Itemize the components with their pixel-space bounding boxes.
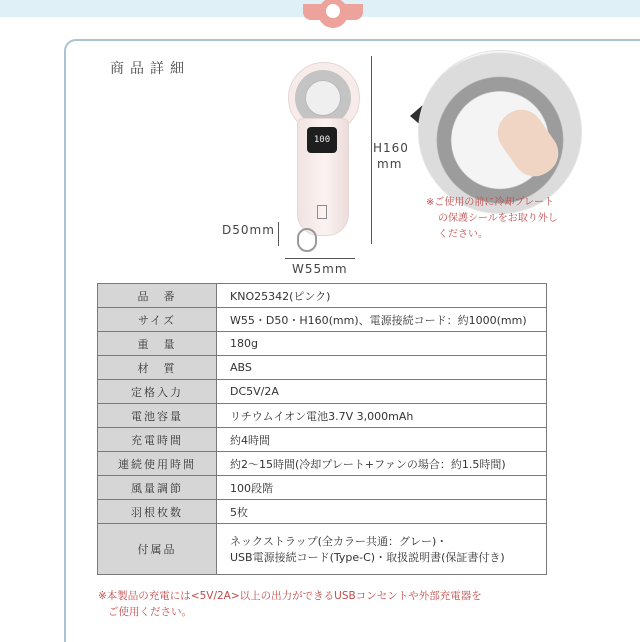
depth-dimension-line <box>278 222 279 246</box>
spec-value: 180g <box>217 332 547 356</box>
spec-row <box>98 356 547 380</box>
spec-row <box>98 308 547 332</box>
photo-note-line1: ※ご使用の前に冷却プレート <box>426 197 554 208</box>
width-label: W55mm <box>292 262 348 276</box>
depth-label: D50mm <box>222 223 275 237</box>
spec-row <box>98 500 547 524</box>
spec-label: 風量調節 <box>98 476 217 500</box>
spec-label: 連続使用時間 <box>98 452 217 476</box>
spec-row <box>98 452 547 476</box>
height-dimension-line <box>371 56 372 244</box>
photo-note-line2: の保護シールをお取り外し <box>438 213 558 224</box>
spec-row <box>98 428 547 452</box>
fan-cooling-plate-image <box>305 80 341 116</box>
spec-value: DC5V/2A <box>217 380 547 404</box>
spec-label: 付属品 <box>98 524 217 575</box>
spec-value: W55・D50・H160(mm)、電源接続コード：約1000(mm) <box>217 308 547 332</box>
hanger-hole <box>326 4 340 18</box>
spec-label: 電池容量 <box>98 404 217 428</box>
spec-row <box>98 476 547 500</box>
fan-logo-icon <box>317 205 327 219</box>
spec-value-line2: USB電源接続コード(Type-C)・取扱説明書(保証書付き) <box>230 551 505 564</box>
height-label: H160 <box>373 141 409 155</box>
spec-row <box>98 524 547 575</box>
spec-label: 重 量 <box>98 332 217 356</box>
strap-loop-image <box>297 228 317 252</box>
footnote-line2: ご使用ください。 <box>108 606 192 618</box>
photo-note-line3: ください。 <box>438 229 488 240</box>
spec-value: 5枚 <box>217 500 547 524</box>
spec-value: 約4時間 <box>217 428 547 452</box>
spec-value: リチウムイオン電池3.7V 3,000mAh <box>217 404 547 428</box>
spec-label: 品 番 <box>98 284 217 308</box>
spec-label: 充電時間 <box>98 428 217 452</box>
spec-value: 100段階 <box>217 476 547 500</box>
charging-footnote <box>98 588 568 620</box>
spec-value: ABS <box>217 356 547 380</box>
fan-display: 100 <box>307 127 337 153</box>
spec-value-line1: ネックストラップ(全カラー共通：グレー)・ <box>230 535 448 548</box>
spec-value: 約2～15時間(冷却プレート+ファンの場合：約1.5時間) <box>217 452 547 476</box>
spec-value <box>217 524 547 575</box>
spec-row <box>98 380 547 404</box>
spec-label: サイズ <box>98 308 217 332</box>
photo-note <box>426 195 601 243</box>
spec-table <box>97 283 547 575</box>
spec-label: 羽根枚数 <box>98 500 217 524</box>
section-title: 商品詳細 <box>110 61 190 77</box>
footnote-line1: ※本製品の充電には<5V/2A>以上の出力ができるUSBコンセントや外部充電器を <box>98 590 482 602</box>
height-unit-label: mm <box>377 157 403 171</box>
spec-row <box>98 332 547 356</box>
width-dimension-line <box>285 258 355 259</box>
spec-row <box>98 284 547 308</box>
spec-label: 材 質 <box>98 356 217 380</box>
spec-row <box>98 404 547 428</box>
spec-value: KNO25342(ピンク) <box>217 284 547 308</box>
spec-label: 定格入力 <box>98 380 217 404</box>
